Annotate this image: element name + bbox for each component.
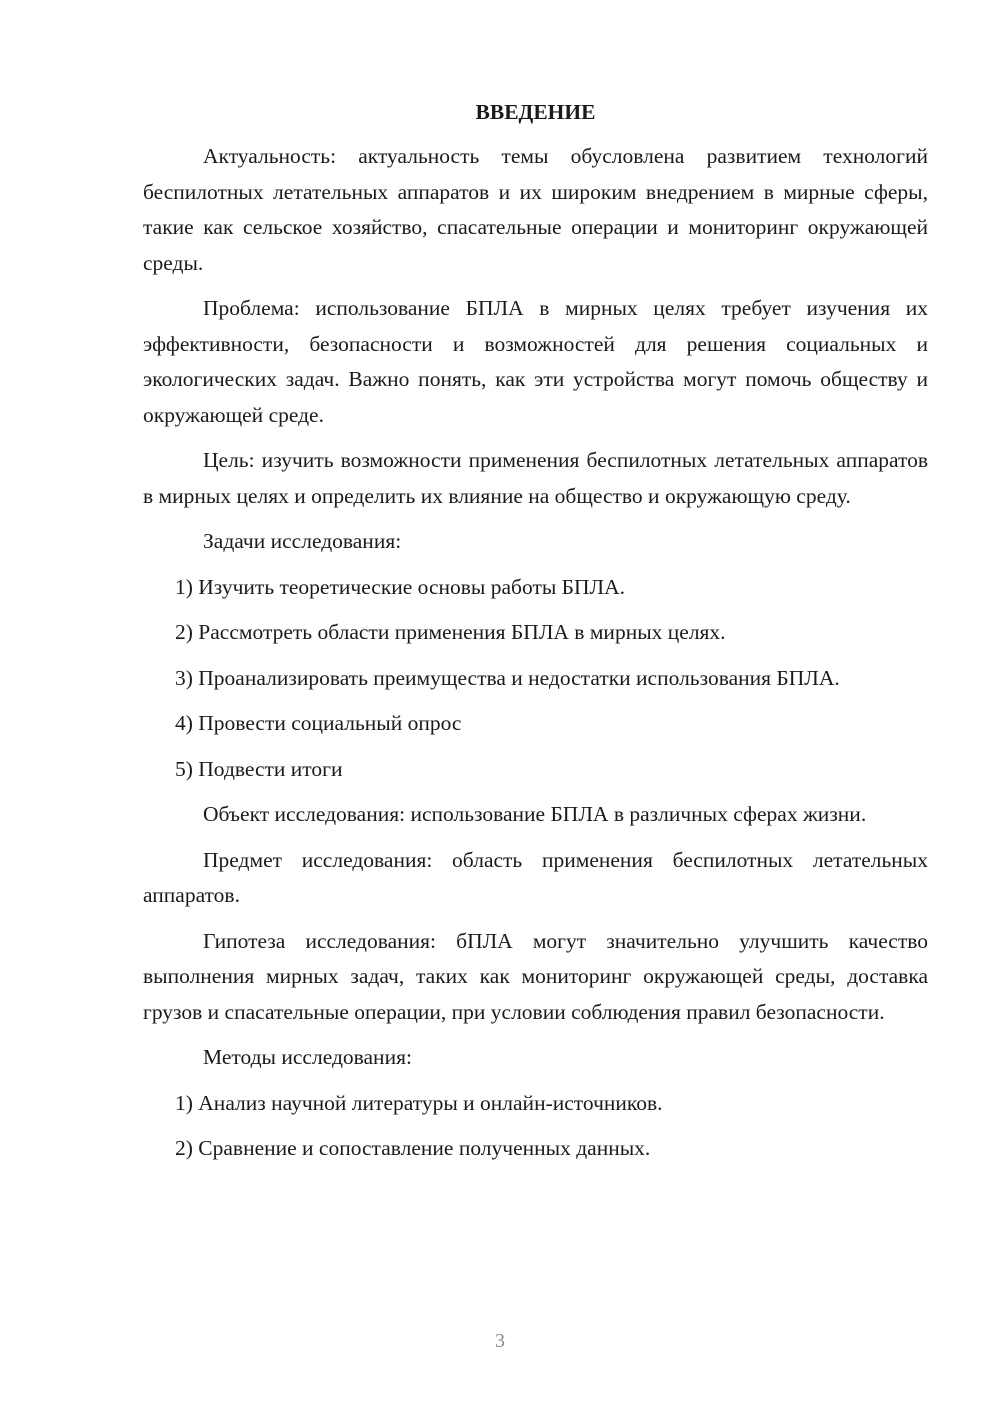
methods-heading: Методы исследования: <box>203 1045 412 1069</box>
page-number: 3 <box>495 1330 505 1352</box>
relevance-paragraph: Актуальность: актуальность темы обусловлена развитием технологий беспилотных летательных аппаратов и их широким внедрением в мирные сферы, такие как сельское хозяйство, спасательные операции и мониторинг окружающей среды. <box>143 144 928 275</box>
page-body <box>143 95 928 1177</box>
method-item-2: 2) Сравнение и сопоставление полученных данных. <box>175 1136 651 1160</box>
goal-paragraph: Цель: изучить возможности применения беспилотных летательных аппаратов в мирных целях и определить их влияние на общество и окружающую среду. <box>143 448 928 508</box>
tasks-heading: Задачи исследования: <box>203 529 402 553</box>
problem-paragraph: Проблема: использование БПЛА в мирных целях требует изучения их эффективности, безопасности и возможностей для решения социальных и экологических задач. Важно понять, как эти устройства могут помочь обществу и окружающей среде. <box>143 296 928 427</box>
subject-paragraph: Предмет исследования: область применения беспилотных летательных аппаратов. <box>143 847 928 907</box>
task-item-3: 3) Проанализировать преимущества и недостатки использования БПЛА. <box>175 665 840 690</box>
task-item-5: 5) Подвести итоги <box>175 756 343 781</box>
task-item-2: 2) Рассмотреть области применения БПЛА в мирных целях. <box>175 620 726 644</box>
page-title: ВВЕДЕНИЕ <box>475 100 596 124</box>
object-paragraph: Объект исследования: использование БПЛА в различных сферах жизни. <box>203 802 867 826</box>
method-item-1: 1) Анализ научной литературы и онлайн-источников. <box>175 1090 663 1115</box>
task-item-4: 4) Провести социальный опрос <box>175 711 462 735</box>
task-item-1: 1) Изучить теоретические основы работы БПЛА. <box>175 574 626 599</box>
hypothesis-paragraph: Гипотеза исследования: бПЛА могут значительно улучшить качество выполнения мирных задач, таких как мониторинг окружающей среды, доставка грузов и спасательные операции, при условии соблюдения правил безопасности. <box>143 928 928 1024</box>
